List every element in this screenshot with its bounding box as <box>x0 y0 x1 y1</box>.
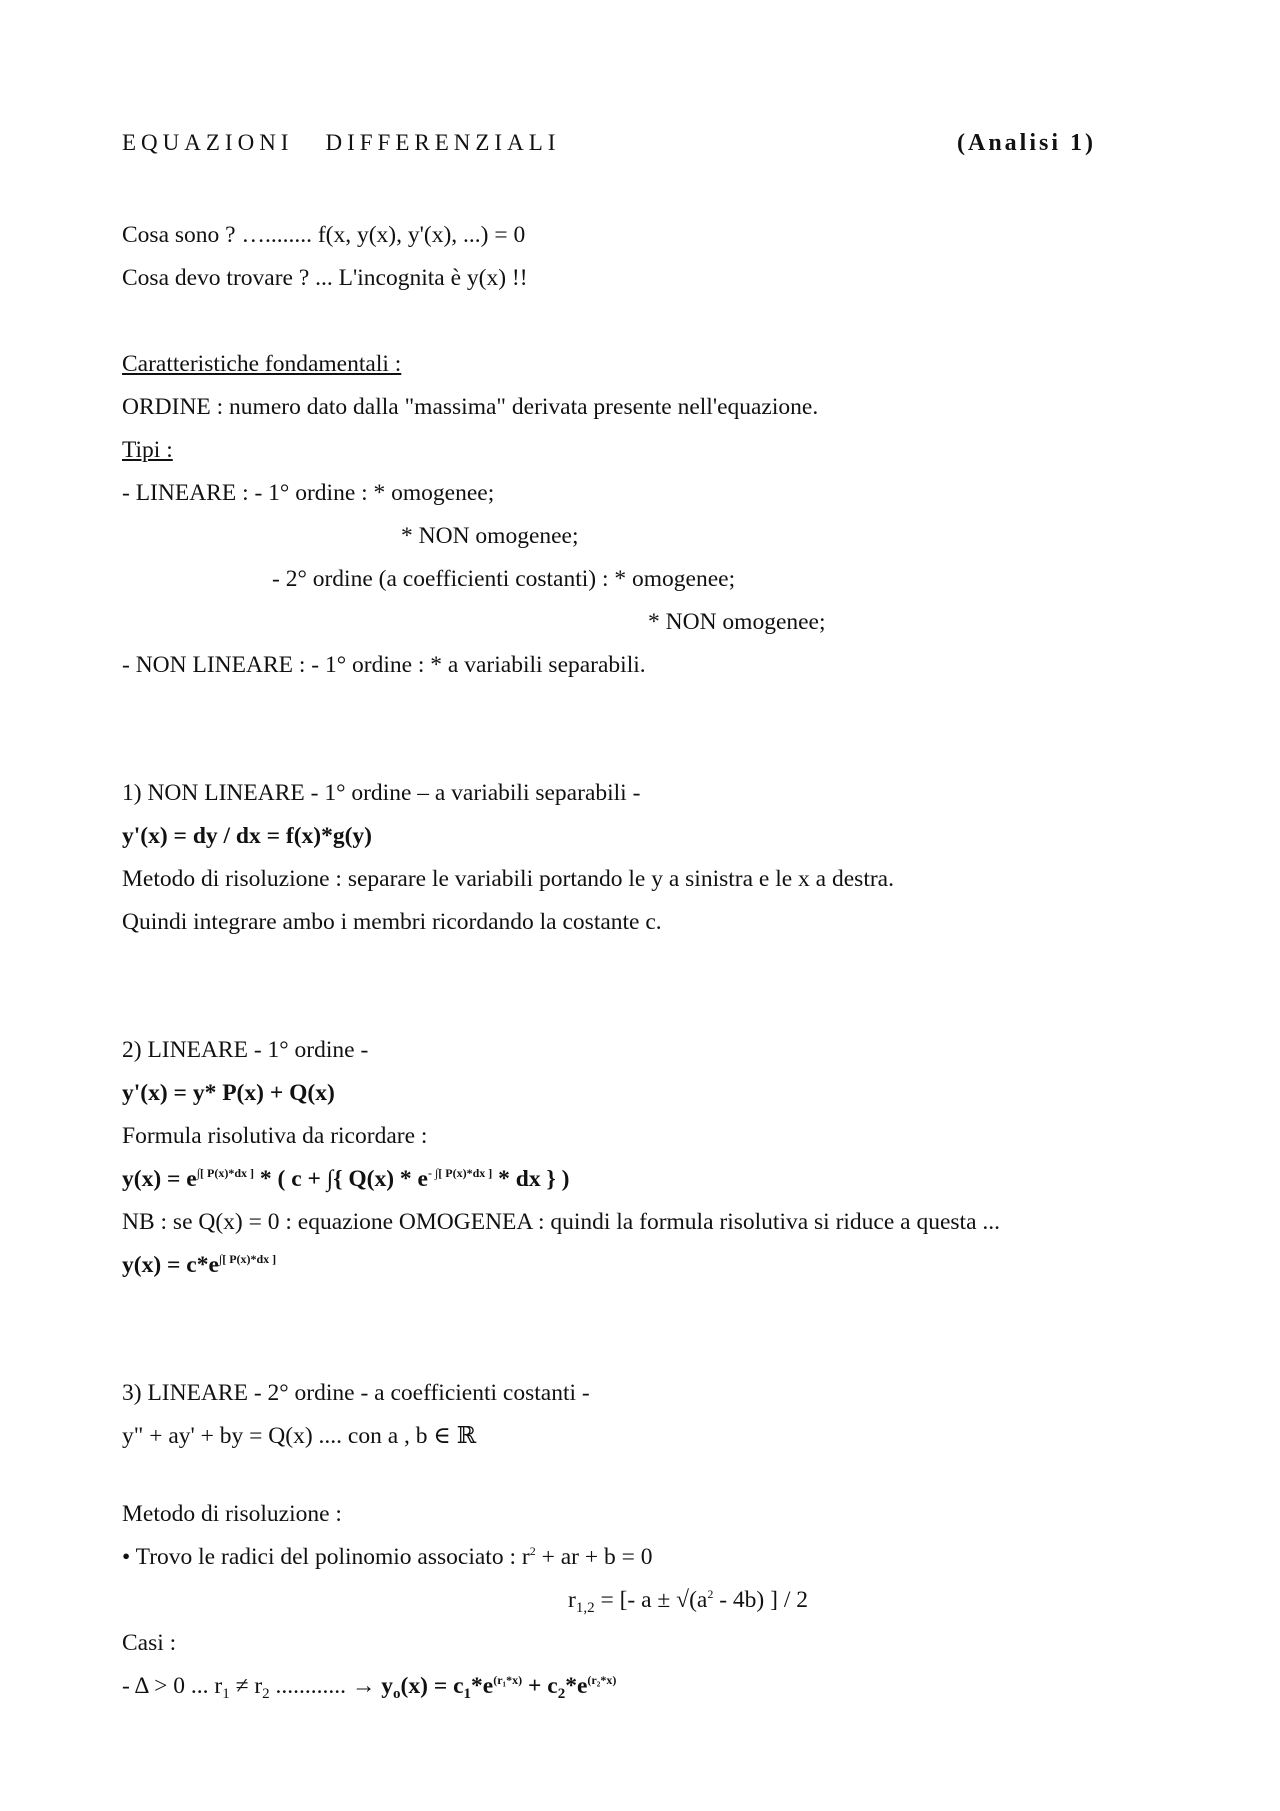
section-2-homogeneous-formula: $y(x) = c*e^{\int[ P(x)*dx ]}$ <box>122 1252 277 1278</box>
section-1-title: 1) NON LINEARE - 1° ordine – a variabili separabili - <box>122 780 641 806</box>
document-title <box>122 128 560 158</box>
ordine-definition: ORDINE : numero dato dalla "massima" derivata presente nell'equazione. <box>122 394 819 420</box>
intro-question-1: Cosa sono ? …........ f(x, y(x), y'(x), ...) = 0 <box>122 222 526 248</box>
section-3-equation: y" + ay' + by = Q(x) .... con a , b ∈ ℝ <box>122 1423 477 1449</box>
lineare-second-order-nonhom: * NON omogenee; <box>648 609 826 635</box>
section-2-formula: y'(x) = y* P(x) + Q(x) <box>122 1080 335 1106</box>
lineare-second-order: - 2° ordine (a coefficienti costanti) : * omogenee; <box>272 566 736 592</box>
exponent: ∫[ P(x)*dx ] <box>218 1252 277 1266</box>
section-2-nb: NB : se Q(x) = 0 : equazione OMOGENEA : quindi la formula risolutiva si riduce a questa ... <box>122 1209 1001 1235</box>
section-3-casi: Casi : <box>122 1630 177 1656</box>
section-1-formula: y'(x) = dy / dx = f(x)*g(y) <box>122 823 373 849</box>
intro-question-2: Cosa devo trovare ? ... L'incognita è y(x) !! <box>122 265 528 291</box>
non-lineare-type: - NON LINEARE : - 1° ordine : * a variabili separabili. <box>122 652 646 678</box>
subject-label: (Analisi 1) <box>957 130 1097 156</box>
lineare-first-order-nonhom: * NON omogenee; <box>401 523 579 549</box>
section-3-roots-formula: $r_{1,2}$ = [- $a \pm √(a^2 - 4b)$ ] / 2 <box>568 1587 808 1616</box>
features-heading: Caratteristiche fondamentali : <box>122 351 402 377</box>
section-2-solution-formula: $y(x) = e^{\int[ P(x)*dx ]}$ * ( c + ∫{ $Q(x) * e^{- \int[ P(x)*dx ]}$ * dx } ) <box>122 1166 570 1192</box>
section-3-method: Metodo di risoluzione : <box>122 1501 342 1527</box>
section-1-method: Metodo di risoluzione : separare le variabili portando le y a sinistra e le x a destra. <box>122 866 894 892</box>
section-3-case-1: - Δ > 0 ... $r_1 \ne r_2$ ............ → $y_o(x) = c_1*e^{(r_1*x)} + c_2*e^{(r_2*x)}$ <box>122 1673 617 1702</box>
exponent: - ∫[ P(x)*dx ] <box>427 1166 493 1180</box>
case-1-solution: $y_o(x) = c_1*e^{(r_1*x)} + c_2*e^{(r_2*x)}$ <box>381 1673 617 1702</box>
section-2-title: 2) LINEARE - 1° ordine - <box>122 1037 369 1063</box>
section-3-bullet-polynomial: • Trovo le radici del polinomio associato : $r^2$ + ar + b = 0 <box>122 1544 653 1570</box>
exponent: ∫[ P(x)*dx ] <box>196 1166 255 1180</box>
section-1-method-2: Quindi integrare ambo i membri ricordando la costante c. <box>122 909 662 935</box>
title-word-1: EQUAZIONI <box>122 130 294 155</box>
title-word-2: DIFFERENZIALI <box>325 130 561 155</box>
section-3-title: 3) LINEARE - 2° ordine - a coefficienti costanti - <box>122 1380 590 1406</box>
tipi-heading: Tipi : <box>122 437 173 463</box>
lineare-first-order: - LINEARE : - 1° ordine : * omogenee; <box>122 480 495 506</box>
section-2-remember: Formula risolutiva da ricordare : <box>122 1123 428 1149</box>
